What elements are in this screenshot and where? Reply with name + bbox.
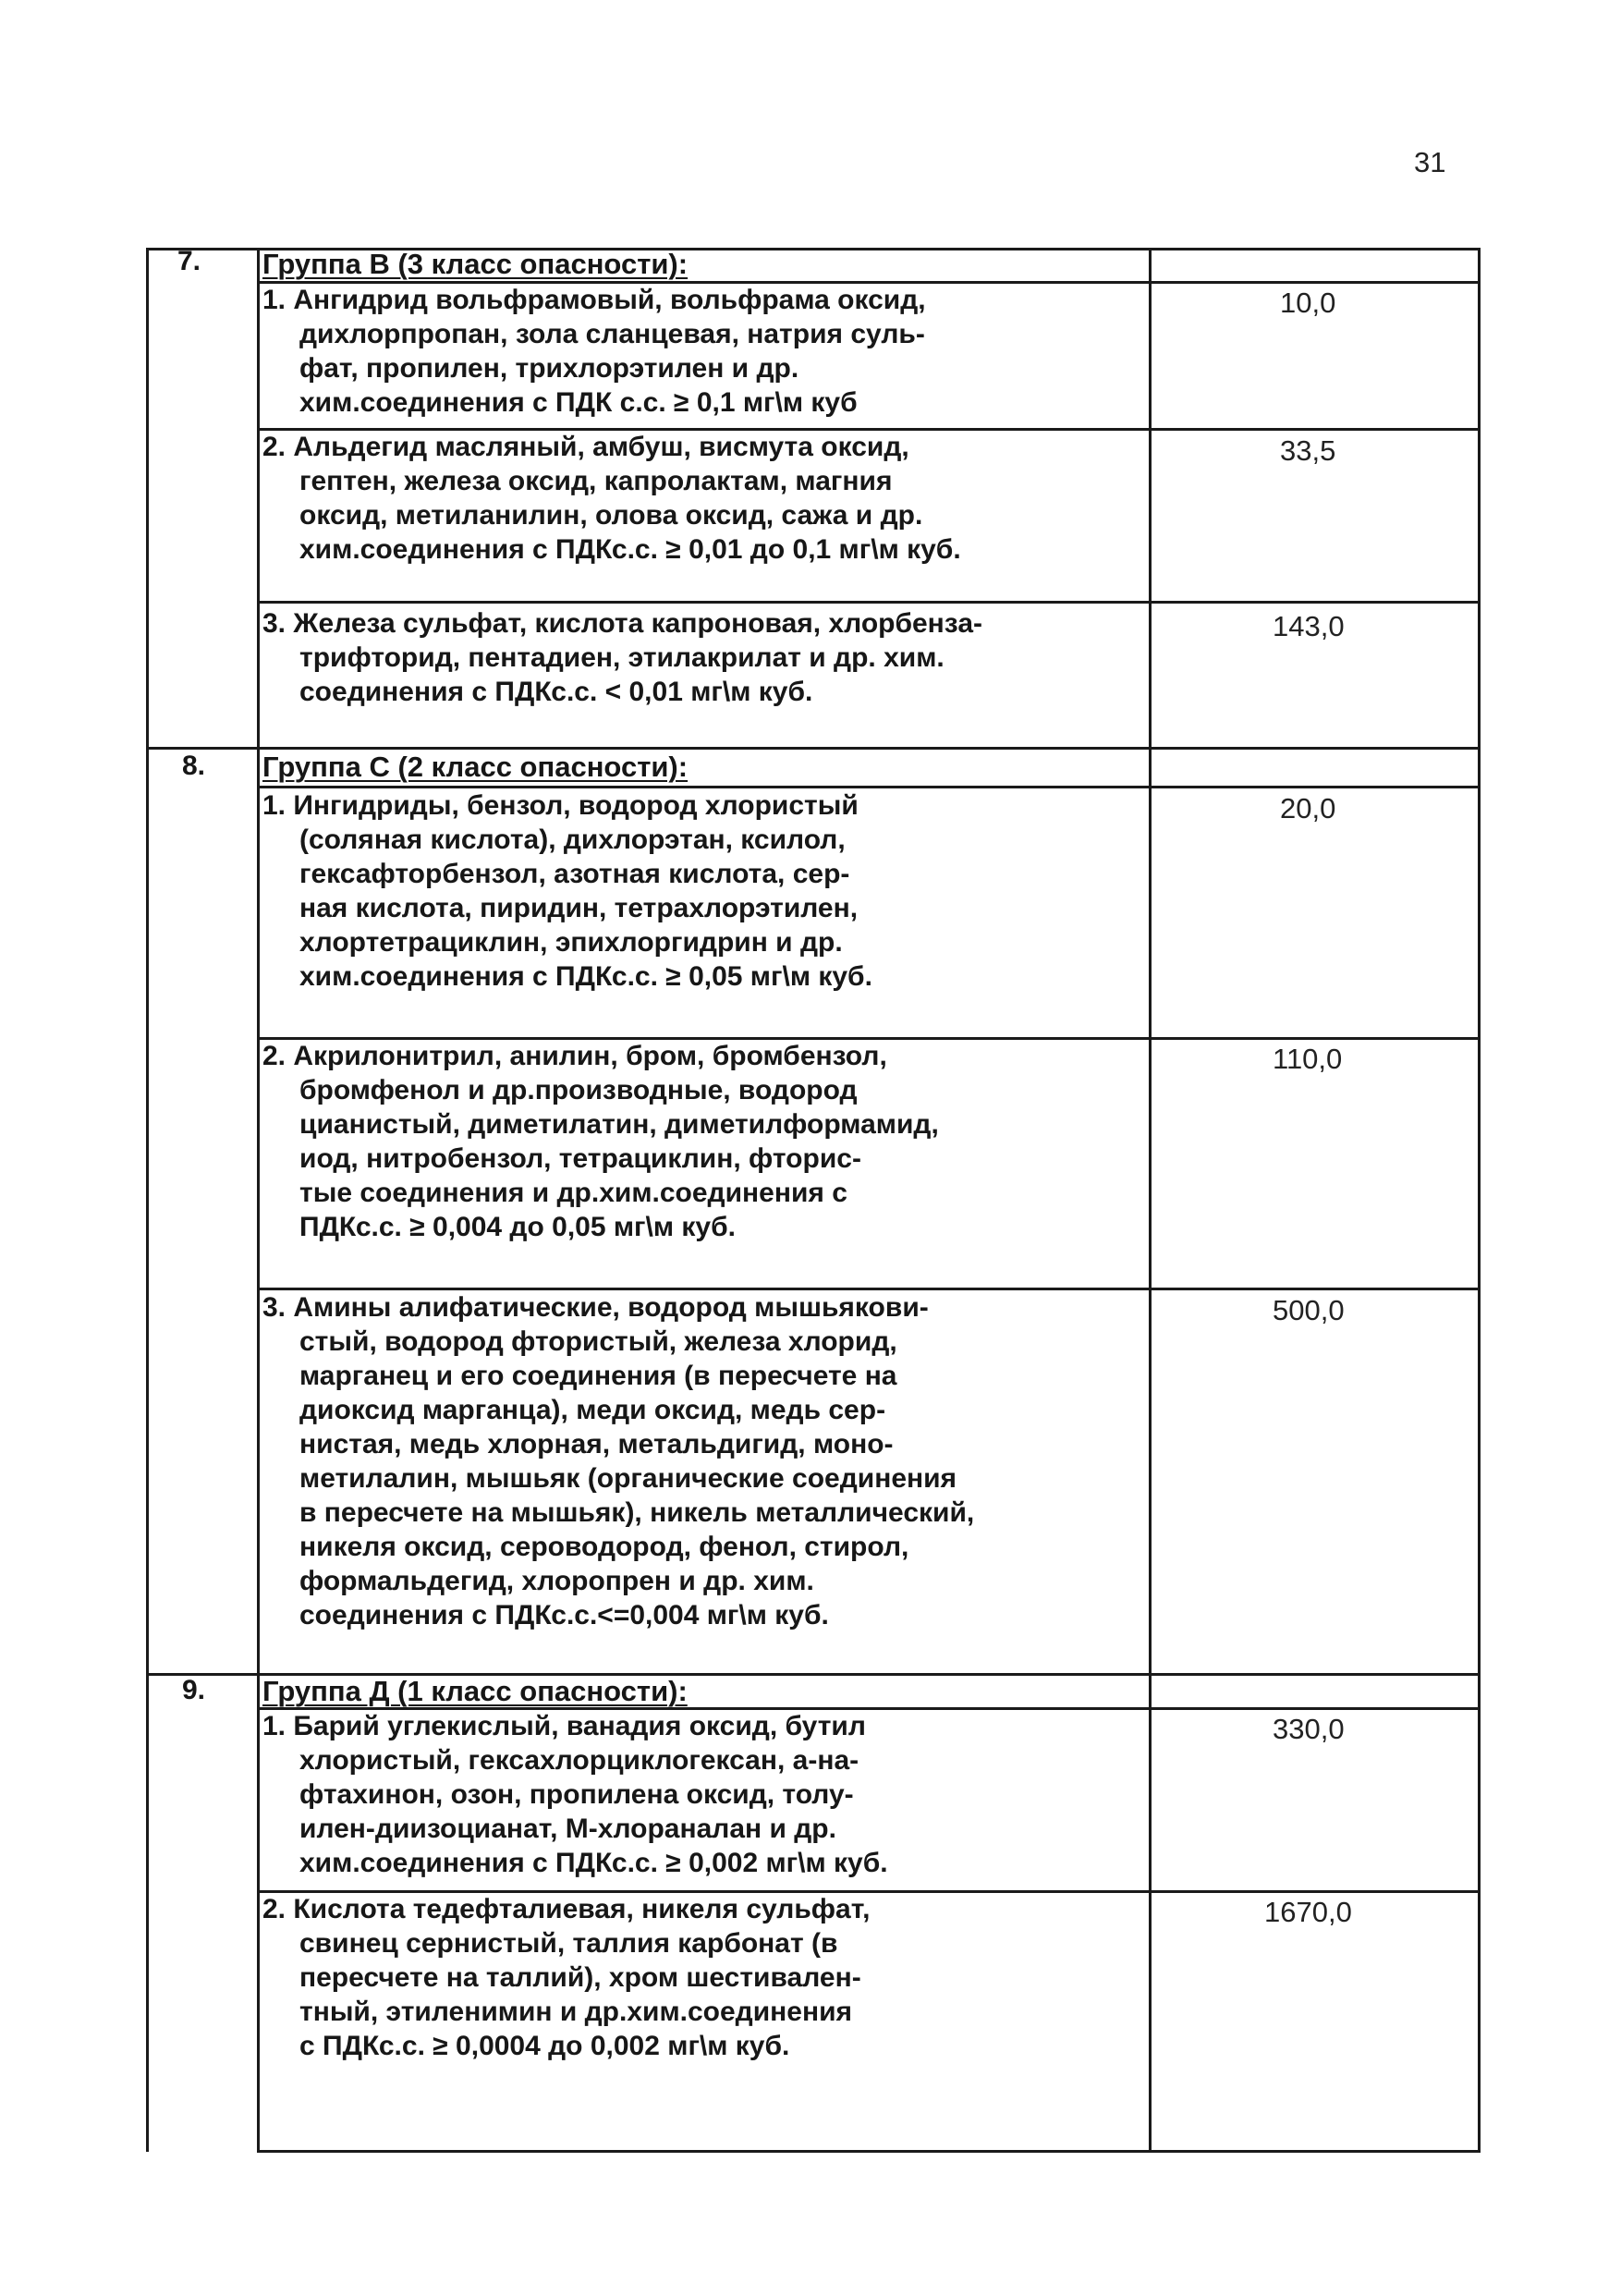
item-line: соединения с ПДКс.с.<=0,004 мг\м куб. — [299, 1600, 829, 1630]
item-value: 1670,0 — [1264, 1896, 1352, 1928]
group-title: Группа Д (1 класс опасности): — [262, 1675, 688, 1707]
item-line: нистая, медь хлорная, метальдигид, моно- — [299, 1429, 894, 1459]
item-line: цианистый, диметилатин, диметилформамид, — [299, 1109, 939, 1140]
item-line: оксид, метиланилин, олова оксид, сажа и др. — [299, 500, 923, 531]
table-rule — [146, 248, 149, 2152]
item-line: 2. Акрилонитрил, анилин, бром, бромбензол, — [262, 1041, 887, 1071]
item-line: пересчете на таллий), хром шестивален- — [299, 1962, 861, 1993]
item-line: илен-диизоцианат, М-хлораналан и др. — [299, 1814, 836, 1844]
item-line: хлортетрациклин, эпихлоргидрин и др. — [299, 927, 843, 958]
item-line: дихлорпропан, зола сланцевая, натрия суль- — [299, 319, 925, 349]
row-number: 7. — [177, 246, 201, 276]
group-item — [262, 606, 1140, 709]
page-number: 31 — [1414, 146, 1446, 178]
item-line: 2. Альдегид масляный, амбуш, висмута оксид, — [262, 432, 909, 462]
group-item — [262, 1039, 1140, 1244]
table-rule — [1478, 248, 1481, 2152]
table-rule — [146, 747, 1481, 750]
item-line: 1. Ингидриды, бензол, водород хлористый — [262, 790, 859, 821]
item-line: трифторид, пентадиен, этилакрилат и др. хим. — [299, 642, 945, 673]
item-line: 3. Железа сульфат, кислота капроновая, хлорбенза- — [262, 608, 982, 639]
item-line: фат, пропилен, трихлорэтилен и др. — [299, 353, 799, 384]
item-value: 33,5 — [1280, 434, 1336, 467]
group-item — [262, 430, 1140, 567]
group-title: Группа В (3 класс опасности): — [262, 248, 689, 280]
table-rule — [257, 601, 1481, 604]
item-line: ная кислота, пиридин, тетрахлорэтилен, — [299, 893, 859, 923]
item-line: иод, нитробензол, тетрациклин, фторис- — [299, 1143, 861, 1174]
item-line: ПДКс.с. ≥ 0,004 до 0,05 мг\м куб. — [299, 1212, 736, 1242]
item-line: 1. Ангидрид вольфрамовый, вольфрама оксид, — [262, 285, 926, 315]
item-line: (соляная кислота), дихлорэтан, ксилол, — [299, 824, 846, 855]
group-title: Группа С (2 класс опасности): — [262, 751, 689, 783]
item-line: тный, этиленимин и др.хим.соединения — [299, 1997, 853, 2027]
item-value: 500,0 — [1273, 1294, 1345, 1326]
item-line: с ПДКс.с. ≥ 0,0004 до 0,002 мг\м куб. — [299, 2031, 790, 2061]
item-value: 143,0 — [1273, 610, 1345, 642]
item-line: бромфенол и др.производные, водород — [299, 1075, 858, 1105]
table-rule — [257, 2150, 1481, 2153]
group-item — [262, 788, 1140, 994]
item-line: тые соединения и др.хим.соединения с — [299, 1178, 847, 1208]
row-number: 9. — [182, 1675, 206, 1705]
item-line: стый, водород фтористый, железа хлорид, — [299, 1326, 897, 1357]
item-line: метилалин, мышьяк (органические соединения — [299, 1463, 957, 1494]
item-line: хлористый, гексахлорциклогексан, а-на- — [299, 1745, 859, 1776]
item-line: в пересчете на мышьяк), никель металлический, — [299, 1497, 975, 1528]
item-value: 110,0 — [1273, 1043, 1343, 1075]
item-line: хим.соединения с ПДК с.с. ≥ 0,1 мг\м куб — [299, 387, 858, 418]
item-value: 20,0 — [1280, 792, 1336, 824]
table-rule — [257, 248, 260, 2152]
item-line: 1. Барий углекислый, ванадия оксид, бутил — [262, 1711, 866, 1741]
item-line: фтахинон, озон, пропилена оксид, толу- — [299, 1779, 854, 1810]
item-value: 330,0 — [1273, 1713, 1345, 1745]
item-line: диоксид марганца), меди оксид, медь сер- — [299, 1395, 886, 1425]
item-line: хим.соединения с ПДКс.с. ≥ 0,01 до 0,1 мг\м куб. — [299, 534, 961, 565]
row-number: 8. — [182, 751, 206, 781]
item-line: 3. Амины алифатические, водород мышьякови- — [262, 1292, 929, 1323]
item-line: гексафторбензол, азотная кислота, сер- — [299, 859, 850, 889]
item-line: никеля оксид, сероводород, фенол, стирол, — [299, 1532, 909, 1562]
item-line: хим.соединения с ПДКс.с. ≥ 0,002 мг\м куб. — [299, 1848, 888, 1878]
item-line: соединения с ПДКс.с. < 0,01 мг\м куб. — [299, 677, 813, 707]
item-line: формальдегид, хлоропрен и др. хим. — [299, 1566, 814, 1596]
item-line: марганец и его соединения (в пересчете на — [299, 1361, 897, 1391]
group-item — [262, 1709, 1140, 1880]
table-rule — [1149, 248, 1152, 2152]
item-line: свинец сернистый, таллия карбонат (в — [299, 1928, 838, 1959]
group-item — [262, 1290, 1140, 1632]
group-item — [262, 283, 1140, 420]
item-line: хим.соединения с ПДКс.с. ≥ 0,05 мг\м куб. — [299, 961, 872, 992]
item-line: 2. Кислота тедефталиевая, никеля сульфат, — [262, 1894, 871, 1924]
item-line: гептен, железа оксид, капролактам, магния — [299, 466, 893, 496]
item-value: 10,0 — [1280, 287, 1336, 319]
group-item — [262, 1892, 1140, 2063]
